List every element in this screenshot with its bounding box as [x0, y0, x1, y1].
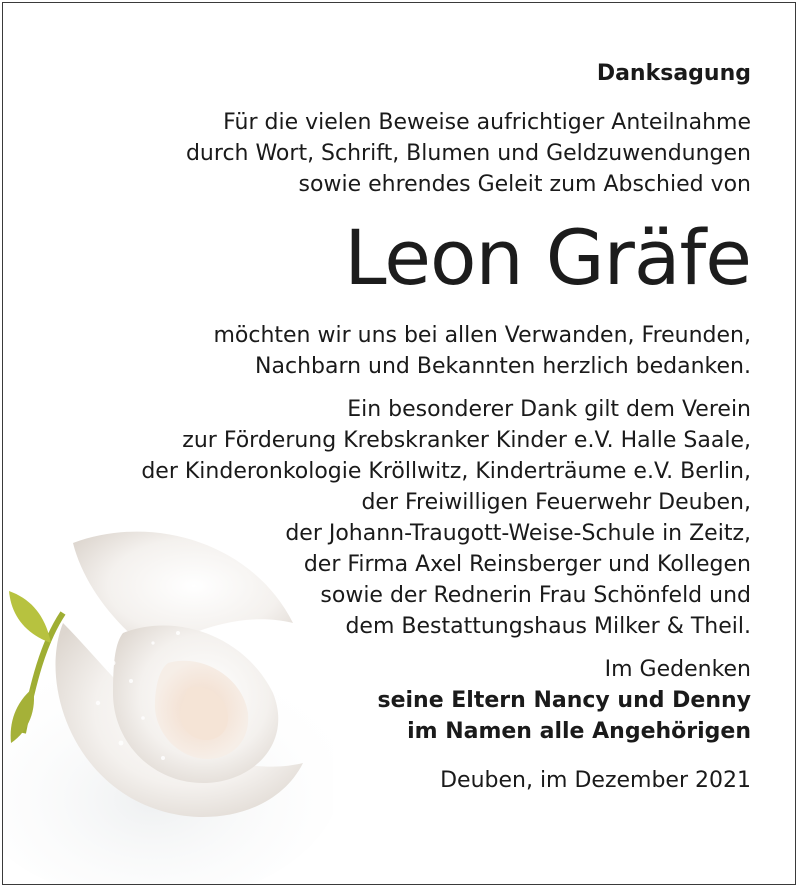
obituary-text — [51, 61, 751, 796]
thanks-paragraph — [51, 320, 751, 382]
heading: Danksagung — [596, 61, 751, 86]
intro-line: durch Wort, Schrift, Blumen und Geldzuwendungen — [185, 141, 751, 166]
thanks-line: Nachbarn und Bekannten herzlich bedanken. — [255, 354, 751, 379]
intro-line: sowie ehrendes Geleit zum Abschied von — [298, 172, 751, 197]
place-date: Deuben, im Dezember 2021 — [440, 768, 751, 793]
special-thanks-line: der Kinderonkologie Kröllwitz, Kinderträume e.V. Berlin, — [141, 459, 751, 484]
remembrance-label: Im Gedenken — [604, 657, 751, 682]
obituary-card — [2, 2, 796, 885]
thanks-line: möchten wir uns bei allen Verwanden, Freunden, — [213, 323, 751, 348]
intro-paragraph — [51, 107, 751, 200]
special-thanks-line: Ein besonderer Dank gilt dem Verein — [347, 397, 751, 422]
special-thanks-paragraph — [51, 394, 751, 642]
signature-block — [51, 654, 751, 747]
special-thanks-line: der Firma Axel Reinsberger und Kollegen — [303, 552, 751, 577]
deceased-name: Leon Gräfe — [344, 213, 751, 302]
special-thanks-line: zur Förderung Krebskranker Kinder e.V. Halle Saale, — [182, 428, 751, 453]
signatory-line: seine Eltern Nancy und Denny — [377, 688, 751, 713]
special-thanks-line: der Johann-Traugott-Weise-Schule in Zeitz, — [285, 521, 751, 546]
intro-line: Für die vielen Beweise aufrichtiger Anteilnahme — [223, 110, 751, 135]
special-thanks-line: sowie der Rednerin Frau Schönfeld und — [320, 583, 751, 608]
special-thanks-line: dem Bestattungshaus Milker & Theil. — [345, 614, 751, 639]
special-thanks-line: der Freiwilligen Feuerwehr Deuben, — [361, 490, 751, 515]
signatory-line: im Namen alle Angehörigen — [407, 719, 751, 744]
